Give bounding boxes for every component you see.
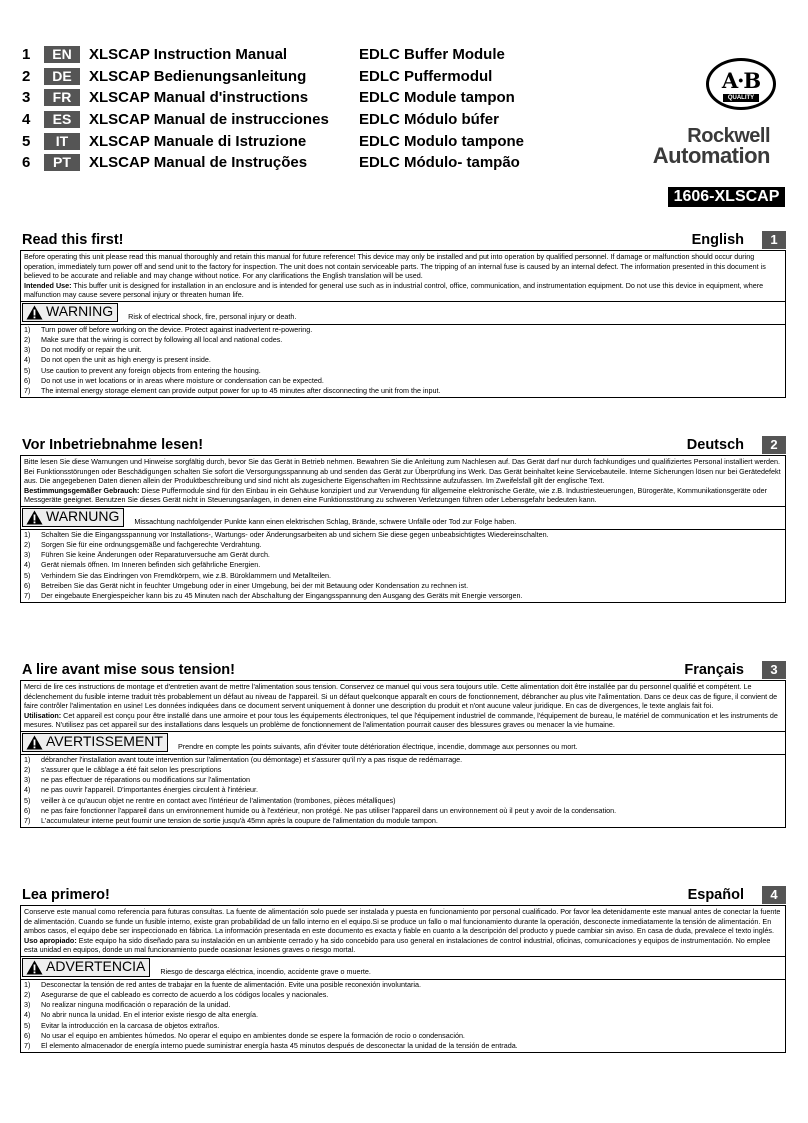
manual-title: XLSCAP Manuale di Istruzione bbox=[89, 132, 307, 150]
product-name: EDLC Módulo- tampão bbox=[359, 154, 520, 172]
warning-text: Missachtung nachfolgender Punkte kann einen elektrischen Schlag, Brände, schwere Unfälle oder Tod zur Folge haben. bbox=[134, 517, 517, 526]
section-number: 1 bbox=[762, 231, 786, 249]
section-title: Lea primero! bbox=[22, 887, 110, 903]
list-item: 4) No abrir nunca la unidad. En el interior existe riesgo de alta energía. bbox=[24, 1010, 258, 1020]
warning-row bbox=[21, 507, 785, 529]
intro-text bbox=[21, 906, 785, 957]
list-item: 5) Evitar la introducción en la carcasa de objetos extraños. bbox=[24, 1020, 220, 1030]
list-item: 6) No usar el equipo en ambientes húmedos. No operar el equipo en ambientes donde se espere la formación de rocio o condensación. bbox=[24, 1030, 465, 1040]
manual-title: XLSCAP Bedienungsanleitung bbox=[89, 67, 307, 85]
intro-paragraph: Merci de lire ces instructions de montage et d'entretien avant de mettre l'alimentation sous tension. Conservez ce manuel qui vous sera toujours utile. Cette alimentation doit être installée par du personnel qualifié et compétent. Le déclenchement du fusible interne traduit très probablement un défaut au niveau de l'appareil. Si un défaut quelconque apparaît en cours de fonctionnement, débrancher au plus vite l'alimentation. Dans ce deux cas de figure, il convient de faire contrôler l'alimentation en usine! Les données indiquées dans ce document servent uniquement à donner une description du produit et n'ont aucune valeur juridique. En cas de divergences, le texte anglais fait foi. bbox=[24, 682, 778, 710]
section-language: Français bbox=[684, 662, 744, 678]
list-item: 5) Use caution to prevent any foreign objects from entering the housing. bbox=[24, 365, 261, 375]
list-item: 5) veiller à ce qu'aucun objet ne rentre en contact avec l'intérieur de l'alimentation (trombones, pièces métalliques) bbox=[24, 795, 396, 805]
safety-steps bbox=[21, 755, 785, 827]
intended-use-text: This buffer unit is designed for installation in an enclosure and is intended for general use such as in industrial control, office, communication, and instrumentation equipment. Do not use this device in equipment, where malfunction may cause severe personal injury or threaten human life. bbox=[24, 280, 764, 299]
section-title: A lire avant mise sous tension! bbox=[22, 662, 235, 678]
list-item: 3) Do not modify or repair the unit. bbox=[24, 345, 142, 355]
language-code: IT bbox=[44, 133, 80, 150]
row-number: 1 bbox=[22, 46, 31, 64]
intro-paragraph: Before operating this unit please read this manual thoroughly and retain this manual for future reference! This device may only be installed and put into operation by qualified personnel. If damage or malfunction should occur during operation, immediately turn power off and send unit to the factory for inspection. The unit does not contain serviceable parts. The tripping of an internal fuse is caused by an internal defect. The information presented in this document is believed to be accurate and reliable and may change without notice. For any clarifications the English translation will be used. bbox=[24, 252, 766, 280]
section-number: 3 bbox=[762, 661, 786, 679]
section-title: Read this first! bbox=[22, 232, 124, 248]
warning-triangle-icon bbox=[26, 735, 43, 750]
row-number: 6 bbox=[22, 154, 31, 172]
intended-use-text: Diese Puffermodule sind für den Einbau in ein Gehäuse konzipiert und zur Verwendung für allgemeine elektronische Geräte, wie z.B. Industriesteuerungen, Bürogeräte, Kommunikationsgeräte oder Messgeräte geeignet. Benutzen Sie dieses Gerät nicht in Steuerungsanlagen, in denen eine Funktionsstörung zu schweren Verletzungen führen oder Lebensgefahr bedeuten kann. bbox=[24, 485, 767, 504]
warning-triangle-icon bbox=[26, 510, 43, 525]
warning-row bbox=[21, 957, 785, 979]
language-index-row bbox=[22, 66, 524, 88]
section-deutsch bbox=[20, 434, 786, 603]
list-item: 3) Führen Sie keine Änderungen oder Reparaturversuche am Gerät durch. bbox=[24, 550, 270, 560]
warning-label: WARNING bbox=[46, 303, 114, 320]
intended-use-label: Utilisation: bbox=[24, 710, 62, 720]
list-item: 7) El elemento almacenador de energía interno puede suministrar energía hasta 45 minutos después de desconectar la unidad de la tensión de entrada. bbox=[24, 1041, 518, 1051]
row-number: 4 bbox=[22, 111, 31, 129]
list-item: 1) Schalten Sie die Eingangsspannung vor Installations-, Wartungs- oder Änderungsarbeiten ab und sichern Sie diese gegen unbeabsichtigtes Wiedereinschalten. bbox=[24, 529, 549, 539]
list-item: 2) s'assurer que le câblage a été fait selon les prescriptions bbox=[24, 764, 222, 774]
warning-triangle-icon bbox=[26, 960, 43, 975]
product-name: EDLC Puffermodul bbox=[359, 67, 493, 85]
warning-row bbox=[21, 732, 785, 754]
list-item: 4) ne pas ouvrir l'appareil. D'importantes énergies circulent à l'intérieur. bbox=[24, 785, 259, 795]
ab-logo-text: A·B bbox=[721, 68, 761, 93]
warning-text: Prendre en compte les points suivants, afin d'éviter toute détérioration électrique, incendie, dommage aux personnes ou mort. bbox=[177, 742, 578, 751]
list-item: 6) Betreiben Sie das Gerät nicht in feuchter Umgebung oder in einer Umgebung, bei der mit Betauung oder Kondensation zu rechnen ist. bbox=[24, 580, 469, 590]
language-code: EN bbox=[44, 46, 80, 63]
list-item: 6) ne pas faire fonctionner l'appareil dans un environnement humide ou à l'extérieur, non protégé. Ne pas utiliser l'appareil dans un environnement où il peut y avoir de la condensation. bbox=[24, 805, 617, 815]
intended-use-text: Cet appareil est conçu pour être installé dans une armoire et pour tous les équipements électroniques, tel que l'équipement industriel de commande, l'équipement de bureau, le matériel de communication et les instruments de mesures. N'utilisez pas cet appareil sur des installations dans lesquels un problème de fonctionnement de l'alimentation pourrait causer des blessures graves ou menacer la vie humaine. bbox=[24, 710, 778, 729]
list-item: 2) Make sure that the wiring is correct by following all local and national codes. bbox=[24, 334, 283, 344]
section-espanol bbox=[20, 884, 786, 1053]
warning-text: Riesgo de descarga eléctrica, incendio, accidente grave o muerte. bbox=[160, 967, 371, 976]
product-name: EDLC Módulo búfer bbox=[359, 111, 499, 129]
section-english bbox=[20, 229, 786, 398]
intended-use-text: Este equipo ha sido diseñado para su instalación en un ambiente cerrado y ha sido concebido para uso general en instalaciones de control industrial, oficinas, comunicaciones y equipos de instrumentación. No emplee esta unidad en equipos, donde un mal funcionamiento puede ocasionar lesiones graves o riesgo mortal. bbox=[24, 935, 771, 954]
list-item: 3) ne pas effectuer de réparations ou modifications sur l'alimentation bbox=[24, 775, 250, 785]
section-language: English bbox=[691, 232, 744, 248]
safety-steps bbox=[21, 325, 785, 397]
list-item: 7) L'accumulateur interne peut fournir une tension de sortie jusqu'à 45mn après la coupure de l'alimentation du module tampon. bbox=[24, 816, 438, 826]
list-item: 2) Asegurarse de que el cableado es correcto de acuerdo a los códigos locales y nacionales. bbox=[24, 989, 329, 999]
language-index-row bbox=[22, 130, 524, 152]
product-name: EDLC Module tampon bbox=[359, 89, 515, 107]
section-language: Deutsch bbox=[686, 437, 744, 453]
list-item: 1) débrancher l'installation avant toute intervention sur l'alimentation (ou démontage) et s'assurer qu'il n'y a pas risque de redémarrage. bbox=[24, 754, 463, 764]
list-item: 3) No realizar ninguna modificación o reparación de la unidad. bbox=[24, 1000, 231, 1010]
section-francais bbox=[20, 659, 786, 828]
language-code: PT bbox=[44, 154, 80, 171]
ab-logo bbox=[706, 58, 776, 110]
safety-steps bbox=[21, 980, 785, 1052]
intro-paragraph: Conserve este manual como referencia para futuras consultas. La fuente de alimentación solo puede ser instalada y puesta en funcionamiento por personal cualificado. Por favor lea detenidamente este manual antes de conectar la fuente de alimentación. Cuando se funde un fusible interno, existe gran probabilidad de un fallo interno en el equipo.Si se produce un fallo o mal funcionamiento durante la operación, desconecte inmediatamente la tensión de alimentación. En ambos casos, el equipo debe ser inspeccionado en fábrica. La información presentada en este documento es exacta y fiable en cuanto a la descripción del producto y puede cambiar sin aviso. En casa de duda, prevalece el texto inglés. bbox=[24, 907, 781, 935]
list-item: 7) The internal energy storage element can provide output power for up to 45 minutes after disconnecting the unit from the input. bbox=[24, 386, 441, 396]
list-item: 1) Desconectar la tensión de red antes de trabajar en la fuente de alimentación. Evite una posible reconexión involuntaria. bbox=[24, 979, 421, 989]
language-code: DE bbox=[44, 68, 80, 85]
language-code: ES bbox=[44, 111, 80, 128]
list-item: 1) Turn power off before working on the device. Protect against inadvertent re-powering. bbox=[24, 324, 313, 334]
intended-use-label: Uso apropiado: bbox=[24, 935, 77, 945]
language-code: FR bbox=[44, 89, 80, 106]
section-number: 2 bbox=[762, 436, 786, 454]
row-number: 3 bbox=[22, 89, 31, 107]
section-number: 4 bbox=[762, 886, 786, 904]
warning-text: Risk of electrical shock, fire, personal injury or death. bbox=[128, 312, 297, 321]
language-index-row bbox=[22, 87, 524, 109]
product-name: EDLC Buffer Module bbox=[359, 46, 505, 64]
intro-text bbox=[21, 456, 785, 507]
warning-label: AVERTISSEMENT bbox=[46, 733, 163, 750]
list-item: 7) Der eingebaute Energiespeicher kann bis zu 45 Minuten nach der Abschaltung der Eingangsspannung den Ausgang des Geräts mit Energie versorgen. bbox=[24, 591, 523, 601]
manual-title: XLSCAP Manual d'instructions bbox=[89, 89, 309, 107]
warning-label: ADVERTENCIA bbox=[46, 958, 146, 975]
row-number: 2 bbox=[22, 67, 31, 85]
warning-badge bbox=[22, 733, 168, 752]
intro-text bbox=[21, 681, 785, 732]
brand-automation: Automation bbox=[652, 143, 770, 168]
language-index-row bbox=[22, 152, 524, 174]
language-index bbox=[22, 44, 524, 174]
brand-rockwell: Rockwell bbox=[687, 125, 770, 147]
list-item: 4) Do not open the unit as high energy is present inside. bbox=[24, 355, 211, 365]
section-title: Vor Inbetriebnahme lesen! bbox=[22, 437, 204, 453]
safety-steps bbox=[21, 530, 785, 602]
intended-use-label: Bestimmungsgemäßer Gebrauch: bbox=[24, 485, 140, 495]
language-index-row bbox=[22, 109, 524, 131]
warning-badge bbox=[22, 958, 150, 977]
warning-badge bbox=[22, 508, 124, 527]
warning-badge bbox=[22, 303, 118, 322]
row-number: 5 bbox=[22, 132, 31, 150]
warning-triangle-icon bbox=[26, 305, 43, 320]
manual-title: XLSCAP Manual de instrucciones bbox=[89, 111, 329, 129]
quality-label: QUALITY bbox=[723, 94, 759, 102]
model-number: 1606-XLSCAP bbox=[668, 187, 785, 207]
intended-use-label: Intended Use: bbox=[24, 280, 72, 290]
list-item: 2) Sorgen Sie für eine ordnungsgemäße und fachgerechte Verdrahtung. bbox=[24, 539, 262, 549]
list-item: 4) Gerät niemals öffnen. Im Inneren befinden sich gefährliche Energien. bbox=[24, 560, 261, 570]
section-language: Español bbox=[687, 887, 744, 903]
manual-title: XLSCAP Instruction Manual bbox=[89, 46, 288, 64]
list-item: 5) Verhindern Sie das Eindringen von Fremdkörpern, wie z.B. Büroklammern und Metallteilen. bbox=[24, 570, 332, 580]
language-index-row bbox=[22, 44, 524, 66]
intro-paragraph: Bitte lesen Sie diese Warnungen und Hinweise sorgfältig durch, bevor Sie das Gerät in Betrieb nehmen. Bewahren Sie die Anleitung zum Nachlesen auf. Das Gerät darf nur durch fachkundiges und qualifiziertes Personal installiert werden. Bei Funktionsstörungen oder Beschädigungen schalten Sie sofort die Versorgungsspannung ab und senden das Gerät zur Überprüfung ins Werk. Das Gerät beinhaltet keine Servicebauteile. Interne Sicherungen lösen nur bei Gerätedefekt aus. Die angegebenen Daten dienen allein der Produktbeschreibung und sind nicht als zugesicherte Eigenschaften im Rechtssinne aufzufassen. Im Zweifelsfall gilt der englische Text. bbox=[24, 457, 781, 485]
intro-text bbox=[21, 251, 785, 302]
product-name: EDLC Modulo tampone bbox=[359, 132, 524, 150]
list-item: 6) Do not use in wet locations or in areas where moisture or condensation can be expected. bbox=[24, 375, 324, 385]
manual-title: XLSCAP Manual de Instruções bbox=[89, 154, 308, 172]
warning-row bbox=[21, 302, 785, 324]
warning-label: WARNUNG bbox=[46, 508, 120, 525]
